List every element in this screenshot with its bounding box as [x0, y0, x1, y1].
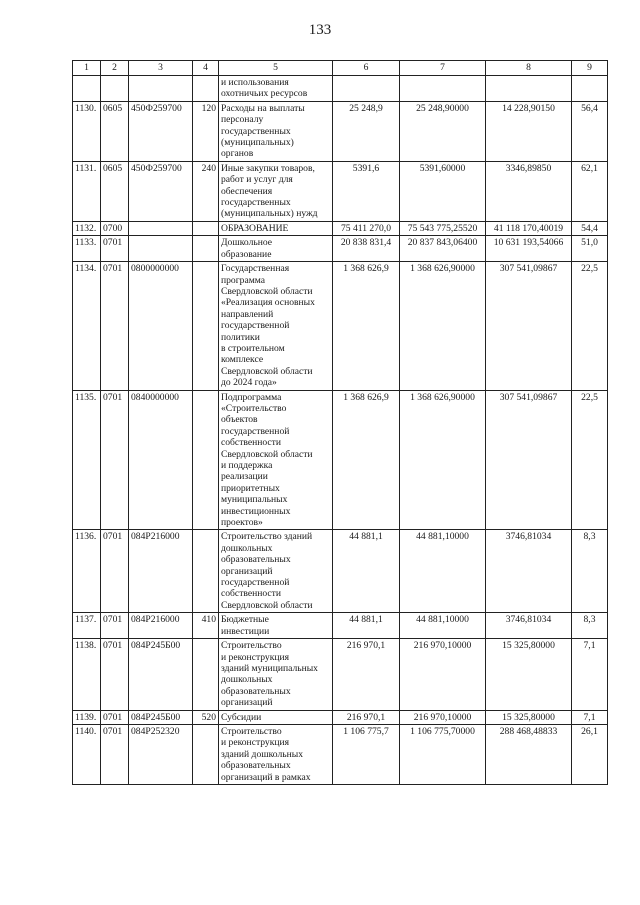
section-code: 0701 [101, 262, 129, 390]
item-name: Бюджетные инвестиции [219, 613, 333, 639]
amount-executed: 3746,81034 [486, 613, 572, 639]
expense-type-code [193, 76, 219, 102]
item-name: Строительство зданий дошкольных образовательных организаций государственной собственности Свердловской области [219, 530, 333, 613]
execution-percent: 8,3 [572, 613, 608, 639]
amount-approved: 44 881,1 [333, 613, 400, 639]
expense-type-code [193, 236, 219, 262]
execution-percent: 26,1 [572, 724, 608, 784]
amount-executed: 3746,81034 [486, 530, 572, 613]
amount-executed: 10 631 193,54066 [486, 236, 572, 262]
expense-type-code [193, 639, 219, 710]
amount-planned: 75 543 775,25520 [400, 221, 486, 235]
amount-planned: 5391,60000 [400, 161, 486, 221]
table-row [73, 101, 608, 161]
section-code: 0701 [101, 613, 129, 639]
table-header-row [73, 61, 608, 76]
section-code: 0701 [101, 724, 129, 784]
expense-type-code: 410 [193, 613, 219, 639]
section-code: 0701 [101, 236, 129, 262]
column-header: 5 [219, 61, 333, 76]
target-article-code [129, 76, 193, 102]
expense-type-code [193, 262, 219, 390]
amount-executed: 15 325,80000 [486, 710, 572, 724]
execution-percent: 7,1 [572, 639, 608, 710]
budget-table [72, 60, 608, 785]
item-name: Субсидии [219, 710, 333, 724]
section-code: 0701 [101, 639, 129, 710]
amount-executed: 288 468,48833 [486, 724, 572, 784]
item-name: ОБРАЗОВАНИЕ [219, 221, 333, 235]
target-article-code [129, 236, 193, 262]
execution-percent: 51,0 [572, 236, 608, 262]
table-row [73, 724, 608, 784]
page-number: 133 [308, 22, 332, 38]
row-number: 1132. [73, 221, 101, 235]
target-article-code [129, 221, 193, 235]
table-row [73, 639, 608, 710]
item-name: Государственная программа Свердловской области «Реализация основных направлений государственной политики в строительном комплексе Свердловской области до 2024 года» [219, 262, 333, 390]
table-row [73, 221, 608, 235]
column-header: 3 [129, 61, 193, 76]
expense-type-code: 240 [193, 161, 219, 221]
expense-type-code [193, 221, 219, 235]
amount-executed: 307 541,09867 [486, 262, 572, 390]
row-number [73, 76, 101, 102]
execution-percent: 7,1 [572, 710, 608, 724]
amount-planned [400, 76, 486, 102]
amount-planned: 20 837 843,06400 [400, 236, 486, 262]
expense-type-code [193, 390, 219, 530]
amount-approved: 44 881,1 [333, 530, 400, 613]
execution-percent: 22,5 [572, 390, 608, 530]
amount-executed: 41 118 170,40019 [486, 221, 572, 235]
section-code: 0605 [101, 161, 129, 221]
item-name: Подпрограмма «Строительство объектов государственной собственности Свердловской области и поддержка реализации приоритетных муниципальных инвестиционных проектов» [219, 390, 333, 530]
row-number: 1135. [73, 390, 101, 530]
amount-executed: 307 541,09867 [486, 390, 572, 530]
target-article-code: 450Ф259700 [129, 101, 193, 161]
amount-planned: 216 970,10000 [400, 639, 486, 710]
amount-approved: 20 838 831,4 [333, 236, 400, 262]
expense-type-code [193, 530, 219, 613]
execution-percent: 56,4 [572, 101, 608, 161]
column-header: 2 [101, 61, 129, 76]
expense-type-code [193, 724, 219, 784]
amount-planned: 44 881,10000 [400, 613, 486, 639]
target-article-code: 450Ф259700 [129, 161, 193, 221]
row-number: 1139. [73, 710, 101, 724]
table-row [73, 530, 608, 613]
section-code: 0605 [101, 101, 129, 161]
column-header: 6 [333, 61, 400, 76]
section-code: 0700 [101, 221, 129, 235]
section-code: 0701 [101, 710, 129, 724]
target-article-code: 0800000000 [129, 262, 193, 390]
amount-approved: 75 411 270,0 [333, 221, 400, 235]
amount-approved [333, 76, 400, 102]
execution-percent: 54,4 [572, 221, 608, 235]
row-number: 1130. [73, 101, 101, 161]
row-number: 1131. [73, 161, 101, 221]
column-header: 9 [572, 61, 608, 76]
section-code: 0701 [101, 530, 129, 613]
amount-approved: 1 368 626,9 [333, 262, 400, 390]
amount-executed [486, 76, 572, 102]
item-name: Иные закупки товаров, работ и услуг для обеспечения государственных (муниципальных) нужд [219, 161, 333, 221]
table-row [73, 710, 608, 724]
table-row [73, 390, 608, 530]
target-article-code: 084P252320 [129, 724, 193, 784]
item-name: Расходы на выплаты персоналу государственных (муниципальных) органов [219, 101, 333, 161]
execution-percent: 22,5 [572, 262, 608, 390]
amount-approved: 1 368 626,9 [333, 390, 400, 530]
expense-type-code: 120 [193, 101, 219, 161]
execution-percent: 62,1 [572, 161, 608, 221]
column-header: 1 [73, 61, 101, 76]
table-row [73, 161, 608, 221]
column-header: 8 [486, 61, 572, 76]
target-article-code: 0840000000 [129, 390, 193, 530]
table-row [73, 262, 608, 390]
amount-approved: 216 970,1 [333, 639, 400, 710]
target-article-code: 084P245Б00 [129, 710, 193, 724]
amount-planned: 25 248,90000 [400, 101, 486, 161]
item-name: Дошкольное образование [219, 236, 333, 262]
execution-percent: 8,3 [572, 530, 608, 613]
amount-approved: 25 248,9 [333, 101, 400, 161]
amount-executed: 14 228,90150 [486, 101, 572, 161]
amount-approved: 5391,6 [333, 161, 400, 221]
column-header: 4 [193, 61, 219, 76]
row-number: 1136. [73, 530, 101, 613]
table-row [73, 613, 608, 639]
amount-planned: 44 881,10000 [400, 530, 486, 613]
target-article-code: 084P245Б00 [129, 639, 193, 710]
amount-planned: 1 368 626,90000 [400, 390, 486, 530]
row-number: 1140. [73, 724, 101, 784]
amount-executed: 15 325,80000 [486, 639, 572, 710]
amount-approved: 216 970,1 [333, 710, 400, 724]
amount-planned: 1 368 626,90000 [400, 262, 486, 390]
target-article-code: 084P216000 [129, 530, 193, 613]
section-code: 0701 [101, 390, 129, 530]
item-name: Строительство и реконструкция зданий муниципальных дошкольных образовательных организаций [219, 639, 333, 710]
row-number: 1138. [73, 639, 101, 710]
row-number: 1137. [73, 613, 101, 639]
row-number: 1133. [73, 236, 101, 262]
column-header: 7 [400, 61, 486, 76]
execution-percent [572, 76, 608, 102]
amount-planned: 216 970,10000 [400, 710, 486, 724]
row-number: 1134. [73, 262, 101, 390]
expense-type-code: 520 [193, 710, 219, 724]
amount-planned: 1 106 775,70000 [400, 724, 486, 784]
amount-approved: 1 106 775,7 [333, 724, 400, 784]
table-row [73, 76, 608, 102]
item-name: Строительство и реконструкция зданий дошкольных образовательных организаций в рамках [219, 724, 333, 784]
target-article-code: 084P216000 [129, 613, 193, 639]
item-name: и использования охотничьих ресурсов [219, 76, 333, 102]
table-row [73, 236, 608, 262]
section-code [101, 76, 129, 102]
amount-executed: 3346,89850 [486, 161, 572, 221]
